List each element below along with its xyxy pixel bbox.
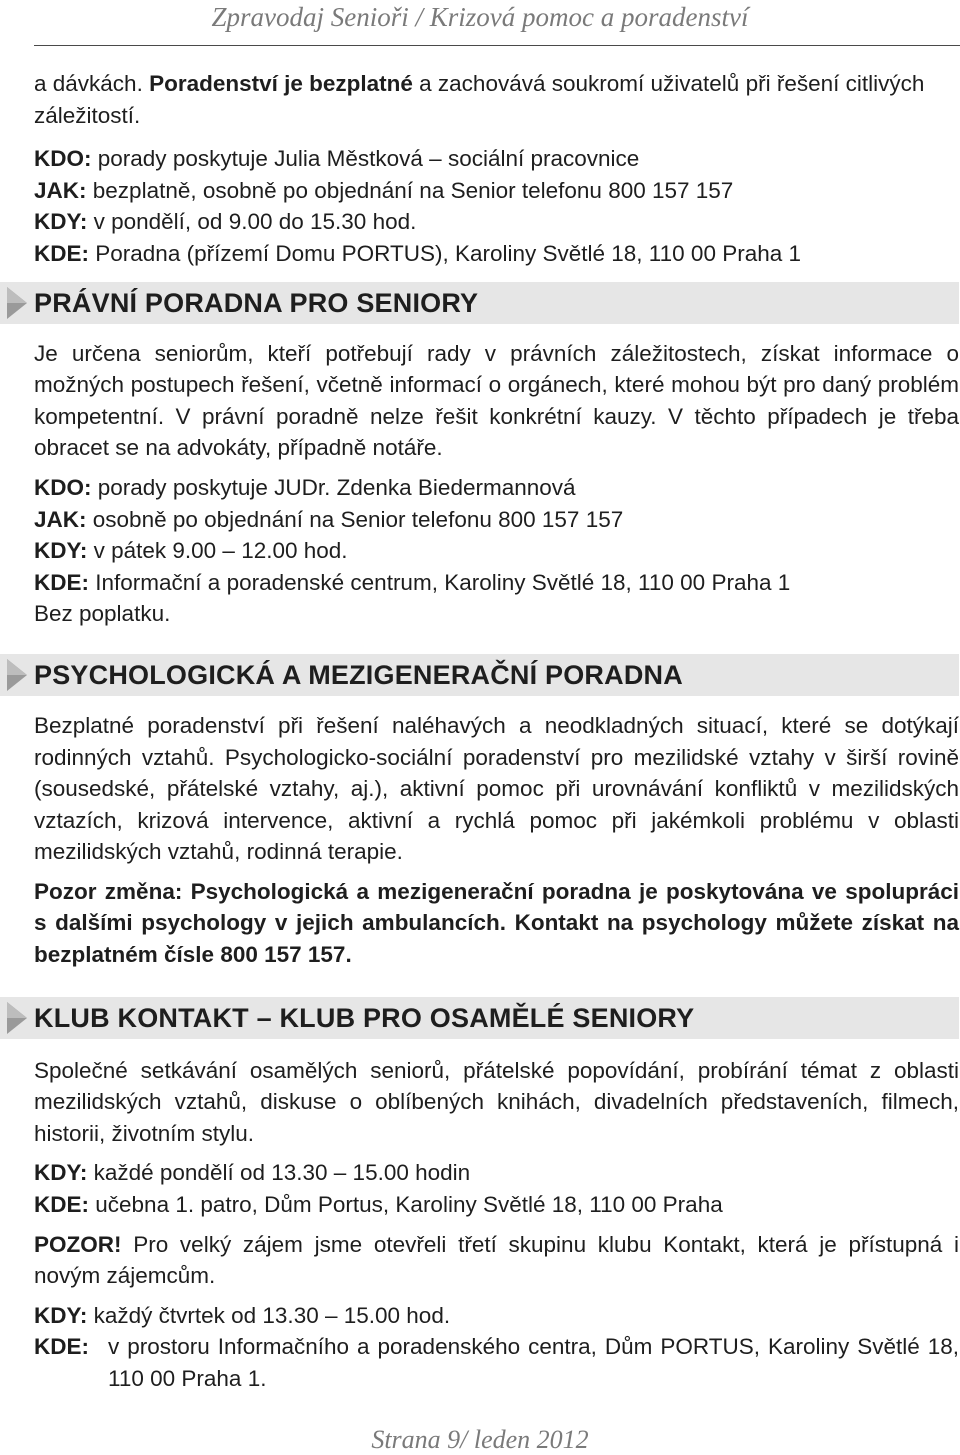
psychology-change-notice: Pozor změna: Psychologická a mezigenerační poradna je poskytována ve spolupráci s dalšími psychology v jejich ambulancích. Kontakt na psychology můžete získat na bezplatném čísle 800 157 157. bbox=[34, 878, 959, 968]
legal-info-block bbox=[34, 472, 959, 630]
fee-note: Bez poplatku. bbox=[34, 601, 171, 627]
page-header bbox=[0, 0, 960, 46]
page-content bbox=[34, 68, 959, 1395]
info-row-kde: KDE: Poradna (přízemí Domu PORTUS), Karoliny Světlé 18, 110 00 Praha 1 bbox=[34, 240, 802, 266]
club-description: Společné setkávání osamělých seniorů, přátelské popovídání, probírání témat z oblasti mezilidských vztahů, diskuse o oblíbených knihách, divadelních představeních, filmech, historii, životním stylu. bbox=[34, 1057, 959, 1146]
counseling-info-block bbox=[34, 143, 959, 269]
info-row-jak: JAK: osobně po objednání na Senior telefonu 800 157 157 bbox=[34, 506, 624, 532]
club-notice: POZOR! Pro velký zájem jsme otevřeli třetí skupinu klubu Kontakt, která je přístupná i novým zájemcům. bbox=[34, 1231, 959, 1289]
section-arrow-icon bbox=[3, 999, 31, 1037]
legal-description: Je určena seniorům, kteří potřebují rady v právních záležitostech, získat informace o možných postupech řešení, včetně informací o orgánech, které mohou být pro daný problém kompetentní. V právní poradně nelze řešit konkrétní kauzy. V těchto případech je třeba obracet se na advokáty, případně notáře. bbox=[34, 340, 959, 461]
section-title-legal: PRÁVNÍ PORADNA PRO SENIORY bbox=[34, 287, 479, 318]
info-row-kdo: KDO: porady poskytuje Julia Městková – sociální pracovnice bbox=[34, 146, 640, 172]
psychology-description: Bezplatné poradenství při řešení naléhavých a neodkladných situací, které se dotýkají rodinných vztahů. Psychologicko-sociální poradenství pro mezilidské vztahy v širší rovině (sousedské, přátelské vztahy, aj.), aktivní pomoc při urovnávání konfliktů v mezilidských vztazích, krizová intervence, aktivní a rychlá pomoc při jakémkoli problému v oblasti mezilidských vztahů, rodinná terapie. bbox=[34, 712, 959, 865]
info-row-kde: KDE: Informační a poradenské centrum, Karoliny Světlé 18, 110 00 Praha 1 bbox=[34, 569, 791, 595]
page-footer: Strana 9/ leden 2012 bbox=[371, 1425, 589, 1454]
section-title-club: KLUB KONTAKT – KLUB PRO OSAMĚLÉ SENIORY bbox=[34, 1002, 695, 1033]
section-arrow-icon bbox=[3, 284, 31, 322]
intro-paragraph: a dávkách. Poradenství je bezplatné a zachovává soukromí uživatelů při řešení citlivých záležitostí. bbox=[34, 71, 925, 128]
header-title: Zpravodaj Senioři / Krizová pomoc a poradenství bbox=[211, 2, 749, 32]
info-row-kde: KDE: v prostoru Informačního a poradenského centra, Dům PORTUS, Karoliny Světlé 18, 110 00 Praha 1. bbox=[34, 1334, 959, 1391]
club-schedule-1 bbox=[34, 1157, 959, 1220]
header-rule bbox=[34, 45, 960, 46]
section-header-psychology bbox=[0, 654, 959, 696]
club-schedule-2 bbox=[34, 1300, 959, 1395]
info-row-jak: JAK: bezplatně, osobně po objednání na Senior telefonu 800 157 157 bbox=[34, 177, 734, 203]
info-row-kdy: KDY: každý čtvrtek od 13.30 – 15.00 hod. bbox=[34, 1302, 451, 1328]
section-header-club bbox=[0, 997, 959, 1039]
info-row-kdy: KDY: v pátek 9.00 – 12.00 hod. bbox=[34, 538, 348, 564]
info-row-kdy: KDY: každé pondělí od 13.30 – 15.00 hodin bbox=[34, 1160, 471, 1186]
info-row-kdy: KDY: v pondělí, od 9.00 do 15.30 hod. bbox=[34, 209, 417, 235]
info-row-kdo: KDO: porady poskytuje JUDr. Zdenka Biedermannová bbox=[34, 474, 576, 500]
section-header-legal bbox=[0, 282, 959, 324]
info-row-kde: KDE: učebna 1. patro, Dům Portus, Karoliny Světlé 18, 110 00 Praha bbox=[34, 1192, 723, 1218]
section-title-psychology: PSYCHOLOGICKÁ A MEZIGENERAČNÍ PORADNA bbox=[34, 659, 683, 690]
section-arrow-icon bbox=[3, 656, 31, 694]
